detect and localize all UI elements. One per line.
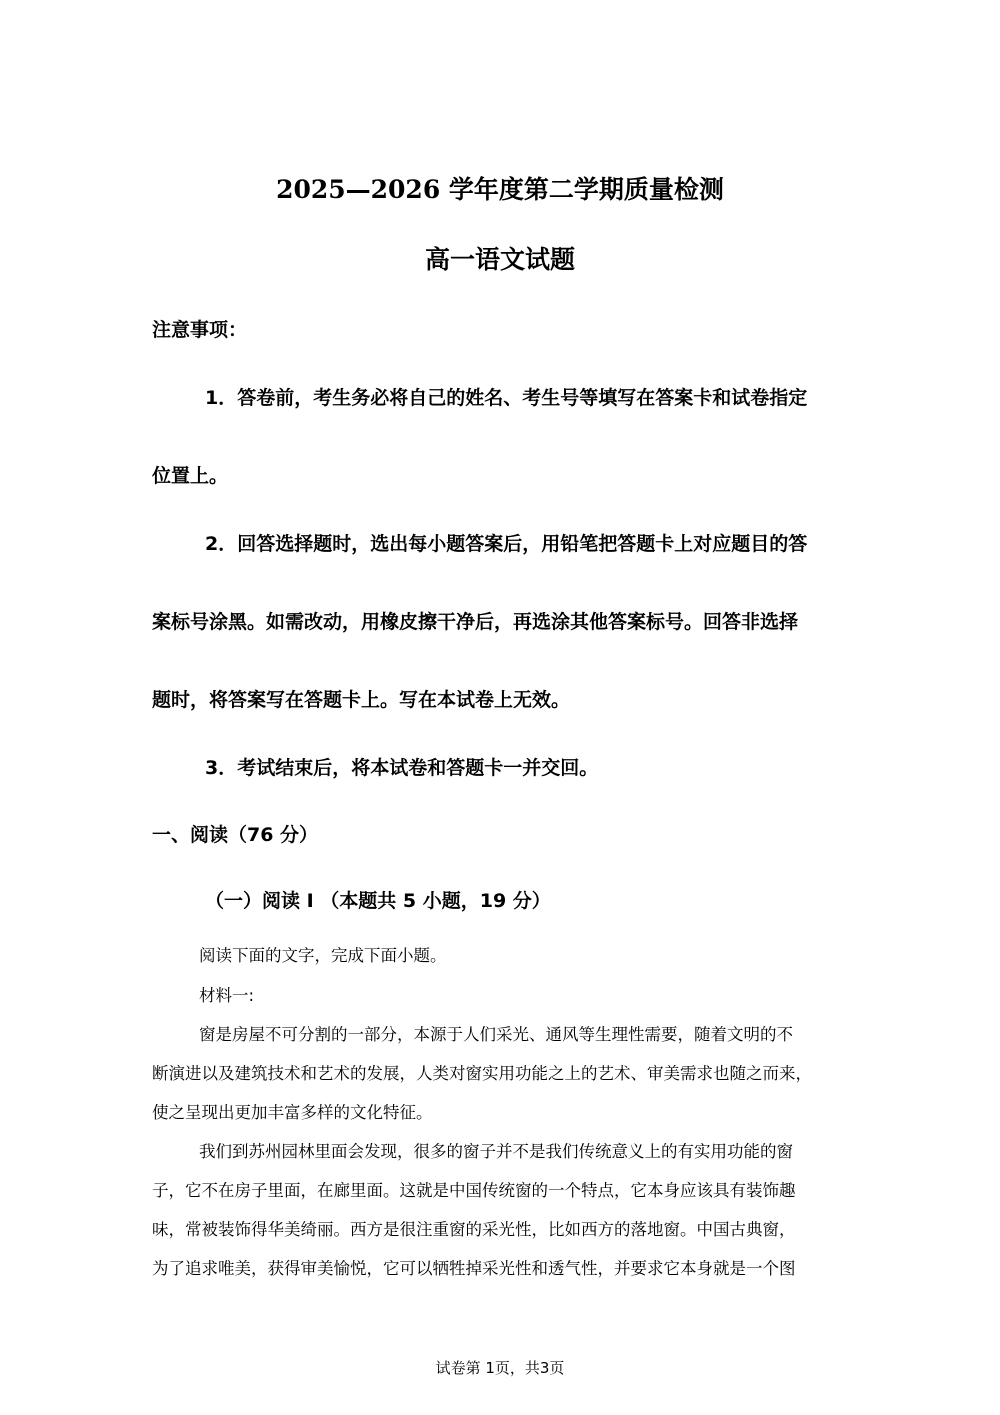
section-1-sub-heading: （一）阅读 I （本题共 5 小题，19 分） (205, 890, 551, 912)
notice-item-2-line-3: 题时，将答案写在答题卡上。写在本试卷上无效。 (152, 689, 571, 711)
paragraph-1-line-1: 窗是房屋不可分割的一部分，本源于人们采光、通风等生理性需要，随着文明的不 (199, 1025, 793, 1044)
notice-item-3: 3．考试结束后，将本试卷和答题卡一并交回。 (205, 757, 599, 779)
notice-item-2-line-2: 案标号涂黑。如需改动，用橡皮擦干净后，再选涂其他答案标号。回答非选择 (152, 611, 799, 633)
notice-item-1-line-1: 1．答卷前，考生务必将自己的姓名、考生号等填写在答案卡和试卷指定 (205, 387, 808, 409)
exam-subtitle: 高一语文试题 (424, 245, 575, 274)
notice-heading: 注意事项： (152, 319, 248, 341)
paragraph-2-line-2: 子，它不在房子里面，在廊里面。这就是中国传统窗的一个特点，它本身应该具有装饰趣 (152, 1181, 796, 1200)
exam-title: 2025—2026 学年度第二学期质量检测 (276, 175, 724, 204)
page-footer: 试卷第 1页，共3页 (435, 1359, 565, 1377)
material-label: 材料一: (199, 986, 255, 1005)
notice-item-1-line-2: 位置上。 (152, 465, 229, 487)
reading-instruction: 阅读下面的文字，完成下面小题。 (199, 946, 447, 965)
paragraph-1-line-3: 使之呈现出更加丰富多样的文化特征。 (152, 1103, 433, 1122)
notice-item-2-line-1: 2．回答选择题时，选出每小题答案后，用铅笔把答题卡上对应题目的答 (205, 533, 808, 555)
paragraph-2-line-1: 我们到苏州园林里面会发现，很多的窗子并不是我们传统意义上的有实用功能的窗 (199, 1142, 793, 1161)
paragraph-2-line-3: 味，常被装饰得华美绮丽。西方是很注重窗的采光性，比如西方的落地窗。中国古典窗， (152, 1220, 796, 1239)
paragraph-1-line-2: 断演进以及建筑技术和艺术的发展，人类对窗实用功能之上的艺术、审美需求也随之而来， (152, 1064, 812, 1083)
section-1-heading: 一、阅读（76 分） (152, 824, 319, 846)
paragraph-2-line-4: 为了追求唯美，获得审美愉悦，它可以牺牲掉采光性和透气性，并要求它本身就是一个图 (152, 1259, 796, 1278)
